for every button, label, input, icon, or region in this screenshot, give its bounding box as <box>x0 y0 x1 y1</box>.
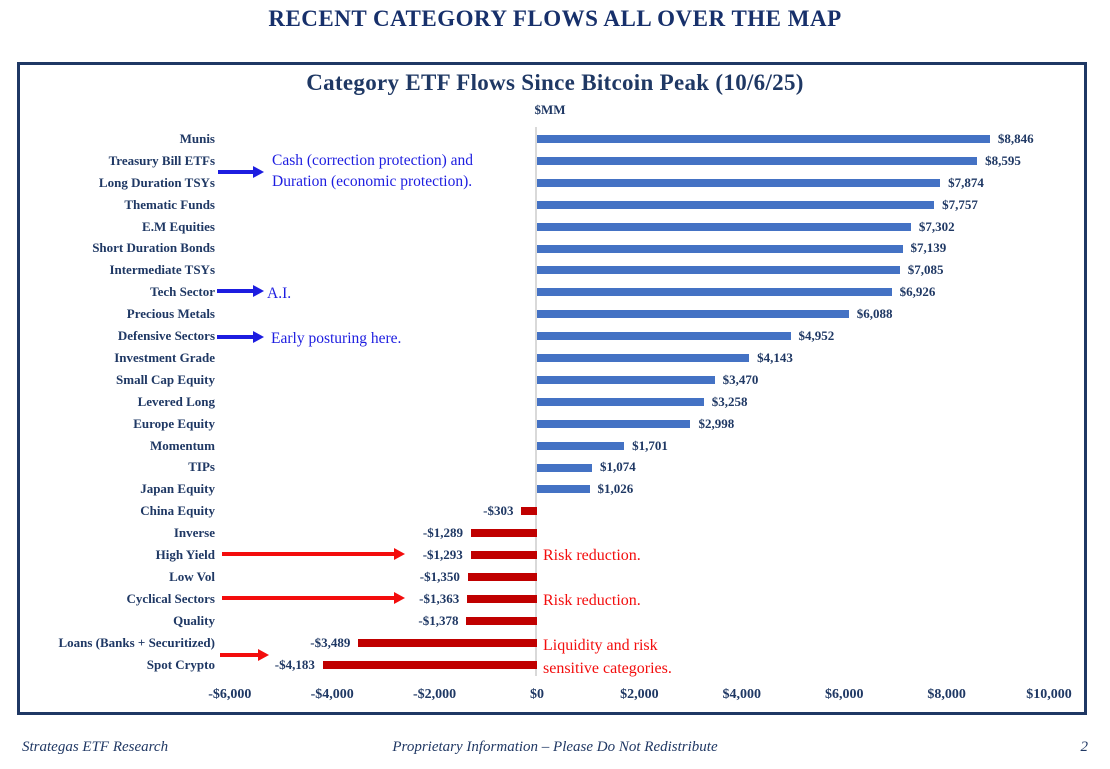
annotation-line: Risk reduction. <box>543 592 641 609</box>
x-tick-label: $0 <box>530 687 544 702</box>
category-label: High Yield <box>155 547 215 563</box>
annotation-line: A.I. <box>267 285 292 302</box>
value-label: $4,952 <box>798 328 835 344</box>
category-label: Treasury Bill ETFs <box>108 152 215 168</box>
category-label: Long Duration TSYs <box>98 174 215 190</box>
annotation-line: Early posturing here. <box>271 330 402 347</box>
arrow-head <box>258 649 269 661</box>
value-label: -$1,289 <box>422 525 464 541</box>
value-label: $1,026 <box>597 481 634 497</box>
category-label: TIPs <box>188 459 215 475</box>
arrow-head <box>394 548 405 560</box>
value-label: $1,074 <box>599 459 636 475</box>
category-label: Defensive Sectors <box>117 328 215 344</box>
annotation-arrow-icon <box>220 648 269 662</box>
value-label: -$1,378 <box>418 612 459 628</box>
x-tick-label: $8,000 <box>927 687 966 702</box>
arrow-head <box>394 592 405 604</box>
category-label: Intermediate TSYs <box>109 262 215 278</box>
category-label: Short Duration Bonds <box>92 240 215 256</box>
arrow-shaft <box>217 335 254 339</box>
footer-disclaimer: Proprietary Information – Please Do Not Redistribute <box>392 739 718 755</box>
category-label: Munis <box>179 130 215 146</box>
value-label: -$303 <box>483 503 514 519</box>
arrow-shaft <box>220 653 259 657</box>
x-tick-label: -$4,000 <box>310 687 354 702</box>
category-label: Thematic Funds <box>124 196 215 212</box>
annotation-arrow-icon <box>222 591 405 605</box>
value-label: $1,701 <box>632 437 668 453</box>
annotation-arrow-icon <box>222 547 405 561</box>
category-label: Spot Crypto <box>146 656 215 672</box>
category-label: Quality <box>173 612 215 628</box>
annotation-text-risk-reduction-cyclicals <box>543 590 641 613</box>
x-tick-label: $2,000 <box>620 687 659 702</box>
value-label: $7,757 <box>942 196 978 212</box>
value-label: $7,085 <box>907 262 944 278</box>
category-label: Low Vol <box>169 568 215 584</box>
annotation-line: Cash (correction protection) and <box>272 152 473 169</box>
category-label: Levered Long <box>137 393 215 409</box>
arrow-shaft <box>222 596 395 600</box>
annotation-arrow-icon <box>218 165 264 179</box>
value-label: -$4,183 <box>274 656 315 672</box>
annotation-text-early-posturing <box>271 328 401 349</box>
x-tick-label: -$2,000 <box>413 687 457 702</box>
x-tick-label: $4,000 <box>722 687 762 702</box>
annotation-text-risk-reduction-high-yield <box>543 545 641 568</box>
value-label: $7,139 <box>910 240 947 256</box>
arrow-shaft <box>218 170 254 174</box>
x-tick-label: $10,000 <box>1026 687 1072 702</box>
value-label: $2,998 <box>698 415 735 431</box>
value-label: -$1,363 <box>419 590 460 606</box>
page-title: RECENT CATEGORY FLOWS ALL OVER THE MAP <box>268 6 842 31</box>
value-label: -$1,350 <box>419 568 460 584</box>
arrow-shaft <box>217 289 254 293</box>
value-label: $4,143 <box>757 349 793 365</box>
category-label: Momentum <box>150 437 215 453</box>
category-label: Europe Equity <box>133 415 215 431</box>
value-label: $3,470 <box>722 371 759 387</box>
value-label: $8,846 <box>997 130 1034 146</box>
category-label: Precious Metals <box>126 306 215 322</box>
x-tick-label: $6,000 <box>824 687 864 702</box>
chart-title: Category ETF Flows Since Bitcoin Peak (10/6/25) <box>306 70 804 95</box>
category-label: Tech Sector <box>150 284 215 300</box>
value-label: $7,874 <box>948 174 984 190</box>
annotation-arrow-icon <box>217 284 264 298</box>
annotation-text-liquidity-risk <box>543 635 672 680</box>
arrow-head <box>253 166 264 178</box>
annotation-line: Liquidity and risk <box>543 637 658 654</box>
value-label: $6,926 <box>899 284 936 300</box>
units-label: $MM <box>534 102 566 117</box>
annotation-line: sensitive categories. <box>543 659 672 677</box>
category-label: Investment Grade <box>114 349 215 365</box>
annotation-text-ai <box>267 283 291 304</box>
category-label: Loans (Banks + Securitized) <box>58 634 215 650</box>
category-label: China Equity <box>140 503 215 519</box>
category-label: Japan Equity <box>140 481 215 497</box>
category-label: E.M Equities <box>142 218 215 234</box>
value-label: $6,088 <box>856 306 893 322</box>
annotation-line: Duration (economic protection). <box>272 173 473 190</box>
annotation-text-cash-duration <box>272 150 473 192</box>
category-label: Inverse <box>173 525 215 541</box>
category-label: Small Cap Equity <box>116 371 215 387</box>
arrow-head <box>253 285 264 297</box>
annotation-line: Risk reduction. <box>543 547 641 564</box>
category-label: Cyclical Sectors <box>126 590 215 606</box>
value-label: $8,595 <box>985 152 1021 168</box>
value-label: $3,258 <box>711 393 748 409</box>
footer-source: Strategas ETF Research <box>22 739 169 755</box>
arrow-shaft <box>222 552 395 556</box>
annotation-arrow-icon <box>217 330 264 344</box>
value-label: -$1,293 <box>422 547 463 563</box>
footer-page-number: 2 <box>1080 739 1088 755</box>
x-tick-label: -$6,000 <box>208 687 252 702</box>
value-label: $7,302 <box>918 218 955 234</box>
value-label: -$3,489 <box>310 634 351 650</box>
arrow-head <box>253 331 264 343</box>
